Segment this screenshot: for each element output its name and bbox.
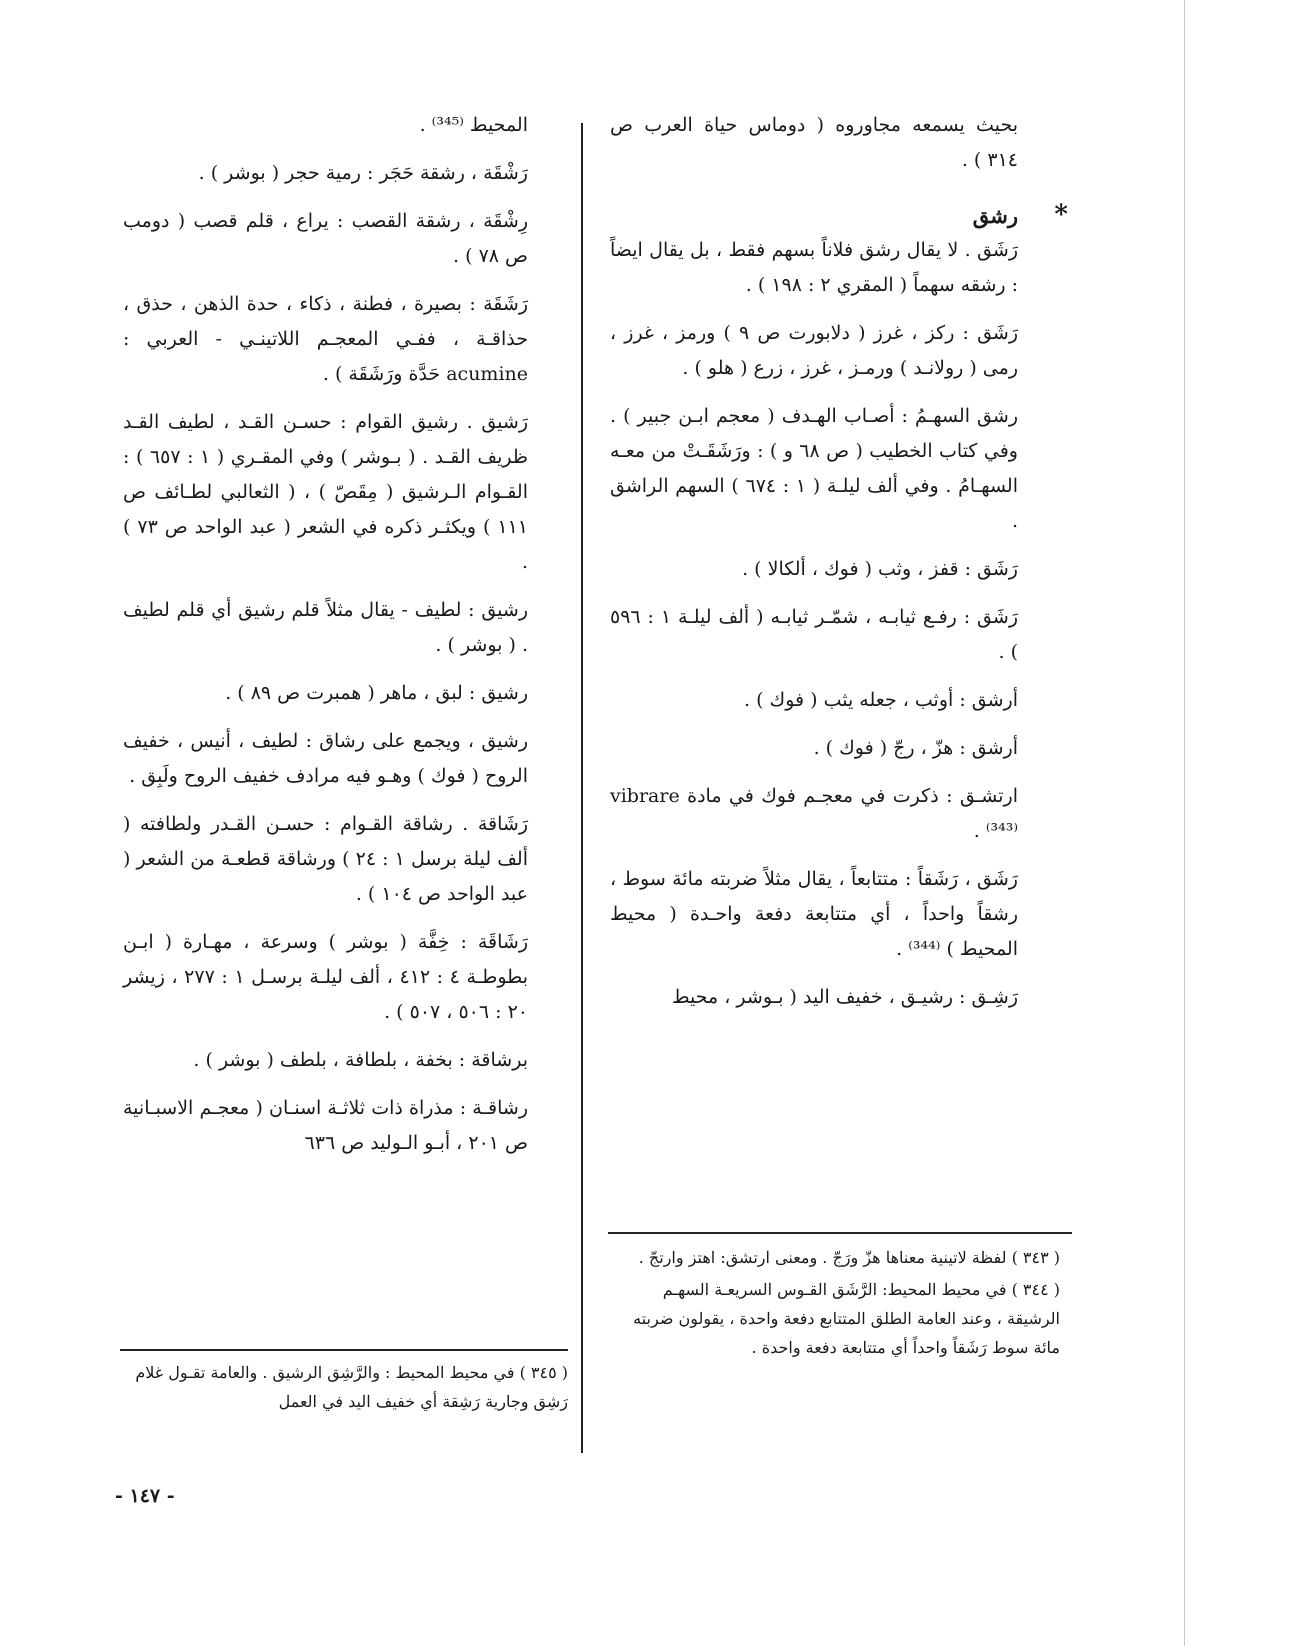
paragraph: رَشَقَة : بصيرة ، فطنة ، ذكاء ، حدة الذهن ، حذق ، حذاقـة ، ففـي المعجـم اللاتينـي - العربي : acumine حَدَّة ورَشَقَة ) . — [123, 293, 528, 385]
footnote-rule-right — [608, 1232, 1072, 1234]
asterisk-icon: * — [1054, 200, 1068, 230]
footnote: ( ٣٤٤ ) في محيط المحيط: الرَّشَق القـوس السريعـة السهـم الرشيقة ، وعند العامة الطلق المتتابع دفعة واحدة ، يقولون ضربته مائة سوط رَشَقاً واحداً أي متتابعة دفعة واحدة . — [633, 1280, 1060, 1357]
paragraph: برشاقة : بخفة ، بلطافة ، بلطف ( بوشر ) . — [193, 1049, 528, 1071]
footnote: ( ٣٤٣ ) لفظة لاتينية معناها هزّ ورَجّ . ومعنى ارتشق: اهتز وارتجّ . — [638, 1248, 1060, 1267]
paragraph: رَشيق . رشيق القوام : حسـن القـد ، لطيف القـد ظريف القـد . ( بـوشر ) وفي المقـري ( ١ : ٦٥٧ ) : القـوام الـرشيق ( مِقَصّ ) ، ( الثعالبي لطـائف ص ١١١ ) ويكثـر ذكره في الشعر ( عبد الواحد ص ٧٣ ) . — [123, 411, 528, 573]
paragraph: رَشَاقَة : خِفَّة ( بوشر ) وسرعة ، مهـارة ( ابـن بطوطـة ٤ : ٤١٢ ، ألف ليلـة برسـل ١ : ٢٧٧ ، زيشر ٢٠ : ٥٠٦ ، ٥٠٧ ) . — [123, 931, 529, 1023]
paragraph: رَشِـق : رشيـق ، خفيف اليد ( بـوشر ، محيط — [672, 986, 1018, 1008]
entry-heading-text: رشق — [972, 203, 1018, 228]
paragraph: رشق السهـمُ : أصـاب الهـدف ( معجم ابـن جبير ) . وفي كتاب الخطيب ( ص ٦٨ و ) : ورَشَقَـتْ من معـه السهـامُ . وفي ألف ليلـة ( ١ : ٦٧٤ ) السهم الراشق . — [610, 405, 1018, 532]
margin-line — [1184, 0, 1185, 1646]
paragraph: أرشق : هزّ ، رجّ ( فوك ) . — [813, 737, 1018, 759]
paragraph: رَشَق : رفـع ثيابـه ، شمّـر ثيابـه ( ألف ليلـة ١ : ٥٩٦ ) . — [610, 606, 1018, 663]
intro-paragraph: بحيث يسمعه مجاوروه ( دوماس حياة العرب ص ٣١٤ ) . — [610, 114, 1018, 171]
paragraph: أرشق : أوثب ، جعله يثب ( فوك ) . — [744, 689, 1018, 711]
entry-heading — [610, 198, 1068, 233]
footnote: ( ٣٤٥ ) في محيط المحيط : والرَّشِق الرشيق . والعامة تقـول غلام رَشِق وجارية رَشِقة أي خفيف اليد في العمل — [135, 1363, 568, 1411]
paragraph: رشيق : لطيف - يقال مثلاً قلم رشيق أي قلم لطيف . ( بوشر ) . — [123, 599, 528, 656]
paragraph: رَشَق : قفز ، وثب ( فوك ، ألكالا ) . — [742, 558, 1018, 580]
column-divider — [581, 123, 583, 1453]
left-column — [123, 108, 528, 1174]
paragraph: رشاقـة : مذراة ذات ثلاثـة اسنـان ( معجـم الاسبـانية ص ٢٠١ ، أبـو الـوليد ص ٦٣٦ — [123, 1097, 528, 1154]
footnotes-left — [120, 1358, 568, 1419]
paragraph: رَشَاقة . رشاقة القـوام : حسـن القـدر ولطافته ( ألف ليلة برسل ١ : ٢٤ ) ورشاقة قطعـة من الشعر ( عبد الواحد ص ١٠٤ ) . — [123, 813, 528, 905]
footnote-rule-left — [120, 1349, 568, 1351]
paragraph: رَشَق : ركز ، غرز ( دلابورت ص ٩ ) ورمز ، غرز ، رمى ( رولانـد ) ورمـز ، غرز ، زرع ( هلو ) . — [610, 322, 1019, 379]
paragraph: رِشْقَة ، رشقة القصب : يراع ، قلم قصب ( دومب ص ٧٨ ) . — [123, 210, 528, 267]
paragraph: ارتشـق : ذكرت في معجـم فوك في مادة vibrare ⁽³⁴³⁾ . — [610, 785, 1018, 842]
paragraph: رَشَق ، رَشَقاً : متتابعاً ، يقال مثلاً ضربته مائة سوط ، رشقاً واحداً ، أي متتابعة دفعة واحـدة ( محيط المحيط ) ⁽³⁴⁴⁾ . — [610, 868, 1018, 960]
paragraph: رشيق : لبق ، ماهر ( همبرت ص ٨٩ ) . — [225, 682, 528, 704]
footnotes-right — [610, 1243, 1060, 1365]
page-number: - ١٤٧ - — [115, 1485, 175, 1507]
right-column — [610, 108, 1068, 1028]
paragraph: المحيط ⁽³⁴⁵⁾ . — [419, 114, 528, 136]
paragraph: رَشَق . لا يقال رشق فلاناً بسهم فقط ، بل يقال ايضاً : رشقه سهماً ( المقري ٢ : ١٩٨ ) . — [610, 239, 1018, 296]
paragraph: رشيق ، ويجمع على رشاق : لطيف ، أنيس ، خفيف الروح ( فوك ) وهـو فيه مرادف خفيف الروح ولَبِق . — [123, 730, 528, 787]
paragraph: رَشْقَة ، رشقة حَجَر : رمية حجر ( بوشر ) . — [198, 162, 528, 184]
